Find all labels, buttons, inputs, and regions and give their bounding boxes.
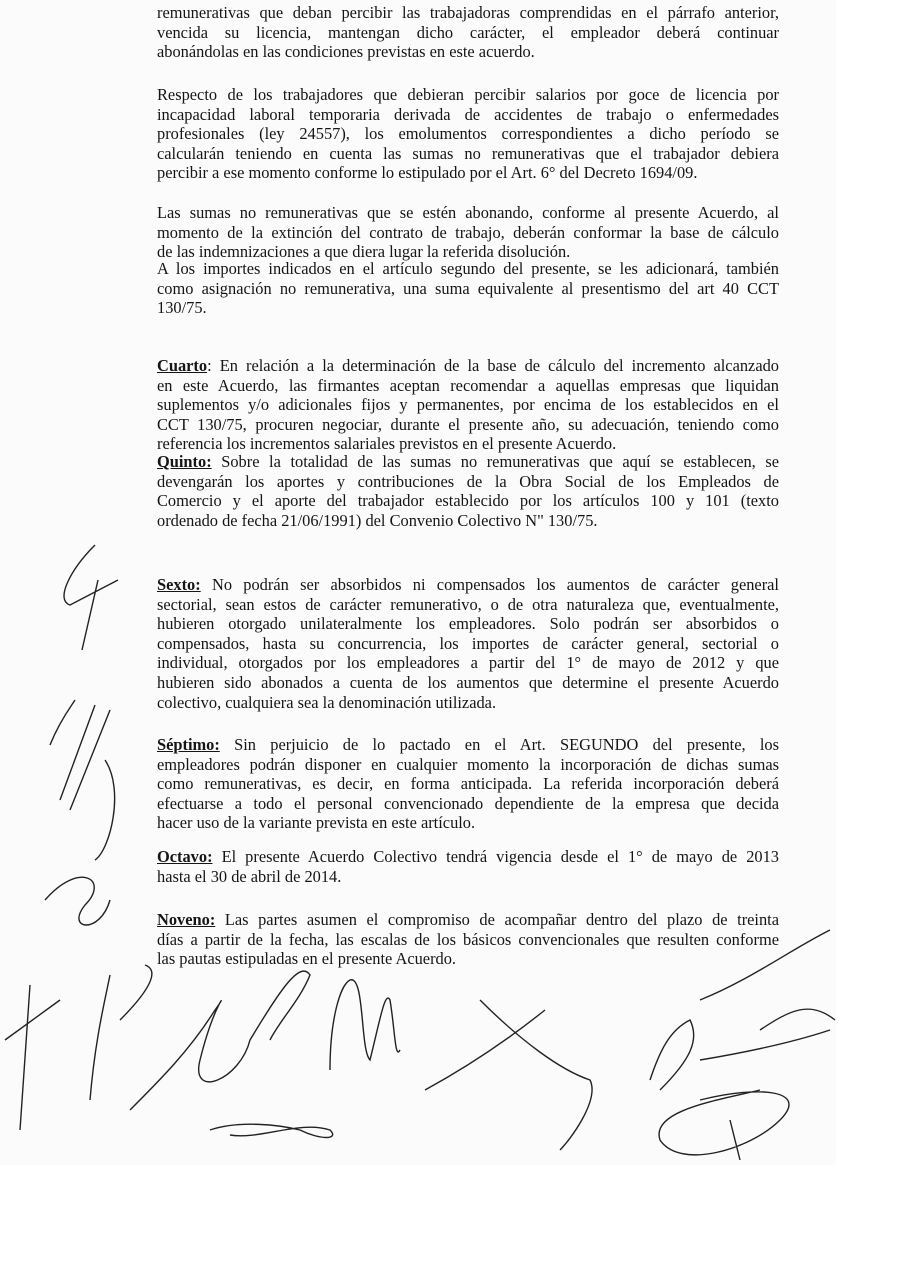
signature-left-1 (5, 965, 152, 1130)
initial-mark-3 (45, 877, 110, 925)
line-text: percibir a ese momento conforme lo estipulado por el Art. 6° del Decreto 1694/09. (157, 163, 698, 183)
line-text: 130/75. (157, 298, 207, 318)
line-text: efectuarse a todo el personal convencionado dependiente de la empresa que decida (157, 793, 779, 813)
line-text: como asignación no remunerativa, una suma equivalente al presentismo del art 40 CCT (157, 278, 779, 298)
section-heading: Noveno: (157, 910, 216, 929)
line-text: empleadores podrán disponer en cualquier momento la incorporación de dichas sumas (157, 754, 779, 774)
line-text: vencida su licencia, mantengan dicho carácter, el empleador deberá continuar (157, 22, 779, 42)
signature-right-2 (650, 1020, 830, 1160)
section-heading: Séptimo: (157, 735, 220, 754)
signature-middle (330, 980, 400, 1070)
line-text: : En relación a la determinación de la base de cálculo del incremento alcanzado (207, 356, 779, 375)
line-text: como remunerativas, es decir, en forma anticipada. La referida incorporación deberá (157, 774, 779, 794)
line-text: remunerativas que deban percibir las trabajadoras comprendidas en el párrafo anterior, (157, 3, 779, 22)
line-text: calcularán teniendo en cuenta las sumas no remunerativas que el trabajador debiera (157, 143, 779, 163)
line-text: incapacidad laboral temporaria derivada de accidentes de trabajo o enfermedades (157, 104, 779, 124)
initial-mark-2 (50, 700, 115, 860)
line-text: en este Acuerdo, las firmantes aceptan recomendar a aquellas empresas que liquidan (157, 375, 779, 395)
line-text: ordenado de fecha 21/06/1991) del Convenio Colectivo N" 130/75. (157, 510, 598, 530)
line-text: devengarán los aportes y contribuciones de la Obra Social de los Empleados de (157, 471, 779, 491)
line-text: sectorial, sean estos de carácter remunerativo, o de otra naturaleza que, eventualmente, (157, 594, 779, 614)
line-text: Sin perjuicio de lo pactado en el Art. SEGUNDO del presente, los (219, 735, 779, 754)
line-text: referencia los incrementos salariales previstos en el presente Acuerdo. (157, 434, 617, 454)
line-text: A los importes indicados en el artículo segundo del presente, se les adicionará, también (157, 259, 779, 278)
line-text: Sobre la totalidad de las sumas no remunerativas que aquí se establecen, se (211, 452, 779, 471)
section-heading: Cuarto (157, 356, 208, 375)
line-text: de las indemnizaciones a que diera lugar la referida disolución. (157, 242, 571, 262)
line-text: momento de la extinción del contrato de trabajo, deberán conformar la base de cálculo (157, 222, 779, 242)
line-text: compensados, hasta su concurrencia, los importes de carácter general, sectorial o (157, 633, 779, 653)
line-text: suplementos y/o adicionales fijos y permanentes, por encima de los establecidos en el (157, 395, 779, 415)
line-text: las pautas estipuladas en el presente Acuerdo. (157, 949, 457, 969)
signature-right-3 (700, 930, 835, 1030)
line-text: hubieren otorgado unilateralmente los empleadores. Solo podrán ser absorbidos o (157, 614, 779, 634)
line-text: CCT 130/75, procuren negociar, durante el presente año, su adecuación, teniendo como (157, 414, 779, 434)
signature-left-2 (130, 971, 310, 1110)
line-text: Las partes asumen el compromiso de acompañar dentro del plazo de treinta (215, 910, 779, 929)
section-heading: Sexto: (157, 575, 201, 594)
line-text: individual, otorgados por los empleadores a partir del 1° de mayo de 2012 y que (157, 653, 779, 673)
signature-loops (210, 1124, 333, 1137)
line-text: El presente Acuerdo Colectivo tendrá vigencia desde el 1° de mayo de 2013 (212, 847, 779, 866)
line-text: abonándolas en las condiciones previstas en este acuerdo. (157, 42, 535, 62)
line-text: hasta el 30 de abril de 2014. (157, 866, 342, 886)
line-text: Respecto de los trabajadores que debieran percibir salarios por goce de licencia por (157, 85, 779, 104)
section-heading: Quinto: (157, 452, 212, 471)
signature-right-1 (425, 1000, 592, 1150)
line-text: Las sumas no remunerativas que se estén abonando, conforme al presente Acuerdo, al (157, 203, 779, 222)
initial-mark-1 (64, 545, 118, 650)
section-heading: Octavo: (157, 847, 213, 866)
line-text: colectivo, cualquiera sea la denominación utilizada. (157, 692, 497, 712)
line-text: hubieren sido abonados a cuenta de los aumentos que determine el presente Acuerdo (157, 672, 779, 692)
line-text: Comercio y el aporte del trabajador establecido por los artículos 100 y 101 (texto (157, 491, 779, 511)
line-text: hacer uso de la variante prevista en este artículo. (157, 813, 476, 833)
line-text: profesionales (ley 24557), los emolumentos correspondientes a dicho período se (157, 124, 779, 144)
line-text: No podrán ser absorbidos ni compensados los aumentos de carácter general (200, 575, 779, 594)
line-text: días a partir de la fecha, las escalas de los básicos convencionales que resulten conforme (157, 929, 779, 949)
